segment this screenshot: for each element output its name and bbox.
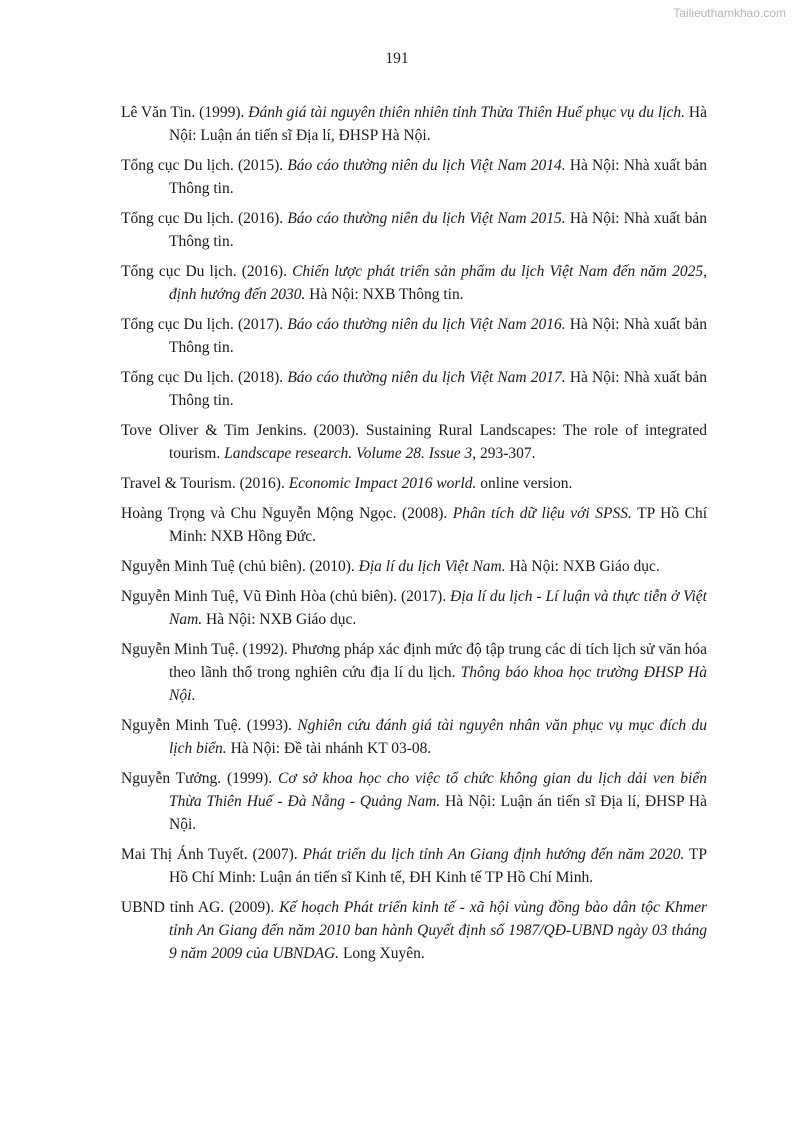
reference-publisher: Hà Nội: Đề tài nhánh KT 03-08. [226, 740, 432, 757]
reference-item [121, 714, 707, 760]
reference-publisher: online version. [476, 475, 573, 492]
reference-title: Địa lí du lịch - Lí luận và thực tiễn ở Việt Nam. [169, 588, 707, 628]
reference-authors: Nguyễn Tưởng. (1999). [121, 770, 279, 787]
reference-item [121, 502, 707, 548]
reference-publisher: Hà Nội: Nhà xuất bản Thông tin. [169, 157, 707, 197]
reference-list [121, 101, 707, 972]
reference-authors: Nguyễn Minh Tuệ (chủ biên). (2010). [121, 558, 359, 575]
reference-item [121, 260, 707, 306]
reference-item [121, 313, 707, 359]
reference-title: Thông báo khoa học trường ĐHSP Hà Nội [169, 664, 707, 704]
reference-item [121, 555, 707, 578]
reference-authors: Nguyễn Minh Tuệ, Vũ Đình Hòa (chủ biên). (2017). [121, 588, 451, 605]
reference-authors: Tổng cục Du lịch. (2018). [121, 369, 288, 386]
reference-title: Địa lí du lịch Việt Nam. [358, 558, 506, 575]
reference-authors: UBND tỉnh AG. (2009). [121, 899, 280, 916]
reference-publisher: Hà Nội: NXB Giáo dục. [202, 611, 357, 628]
reference-authors: Nguyễn Minh Tuệ. (1992). Phương pháp xác định mức độ tập trung các di tích lịch sử văn hóa theo lãnh thổ trong nghiên cứu địa lí du lịch. [121, 641, 707, 681]
reference-title: Báo cáo thường niên du lịch Việt Nam 2017. [287, 369, 566, 386]
reference-publisher: . [191, 687, 196, 704]
reference-title: Chiến lược phát triển sản phẩm du lịch Việt Nam đến năm 2025, định hướng đến 2030. [169, 263, 707, 303]
reference-authors: Travel & Tourism. (2016). [121, 475, 289, 492]
reference-publisher: Long Xuyên. [339, 945, 425, 962]
reference-title: Phát triển du lịch tỉnh An Giang định hướng đến năm 2020. [302, 846, 685, 863]
reference-publisher: Hà Nội: Nhà xuất bản Thông tin. [169, 210, 707, 250]
reference-item [121, 896, 707, 965]
reference-item [121, 101, 707, 147]
reference-publisher: Hà Nội: Luận án tiến sĩ Địa lí, ĐHSP Hà Nội. [169, 104, 707, 144]
reference-publisher: , 293-307. [472, 445, 536, 462]
reference-title: Báo cáo thường niên du lịch Việt Nam 2015. [287, 210, 566, 227]
reference-publisher: Hà Nội: Nhà xuất bản Thông tin. [169, 369, 707, 409]
reference-title: Economic Impact 2016 world. [288, 475, 477, 492]
reference-authors: Nguyễn Minh Tuệ. (1993). [121, 717, 298, 734]
reference-title: Đánh giá tài nguyên thiên nhiên tỉnh Thừa Thiên Huế phục vụ du lịch. [248, 104, 686, 121]
reference-authors: Hoàng Trọng và Chu Nguyễn Mộng Ngọc. (2008). [121, 505, 453, 522]
page-number: 191 [385, 50, 409, 67]
reference-item [121, 638, 707, 707]
reference-authors: Tổng cục Du lịch. (2015). [121, 157, 288, 174]
reference-publisher: TP Hồ Chí Minh: Luận án tiến sĩ Kinh tế, ĐH Kinh tế TP Hồ Chí Minh. [169, 846, 707, 886]
reference-item [121, 472, 707, 495]
reference-item [121, 154, 707, 200]
reference-item [121, 767, 707, 836]
reference-publisher: Hà Nội: NXB Giáo dục. [505, 558, 660, 575]
reference-publisher: Hà Nội: Luận án tiến sĩ Địa lí, ĐHSP Hà Nội. [169, 793, 707, 833]
reference-publisher: TP Hồ Chí Minh: NXB Hồng Đức. [169, 505, 707, 545]
reference-item [121, 843, 707, 889]
reference-publisher: Hà Nội: NXB Thông tin. [305, 286, 464, 303]
reference-title: Phân tích dữ liệu với SPSS. [452, 505, 632, 522]
reference-item [121, 419, 707, 465]
reference-authors: Lê Văn Tin. (1999). [121, 104, 249, 121]
reference-authors: Tổng cục Du lịch. (2016). [121, 263, 293, 280]
reference-item [121, 366, 707, 412]
watermark: Tailieuthamkhao.com [673, 6, 786, 20]
reference-authors: Tổng cục Du lịch. (2017). [121, 316, 288, 333]
reference-authors: Tổng cục Du lịch. (2016). [121, 210, 288, 227]
reference-title: Nghiên cứu đánh giá tài nguyên nhân văn phục vụ mục đích du lịch biển. [169, 717, 708, 757]
reference-authors: Mai Thị Ánh Tuyết. (2007). [121, 846, 303, 863]
reference-title: Landscape research. Volume 28. Issue 3 [224, 445, 473, 462]
reference-title: Báo cáo thường niên du lịch Việt Nam 2016. [287, 316, 566, 333]
reference-item [121, 207, 707, 253]
reference-title: Báo cáo thường niên du lịch Việt Nam 2014. [287, 157, 566, 174]
reference-publisher: Hà Nội: Nhà xuất bản Thông tin. [169, 316, 707, 356]
reference-title: Cơ sở khoa học cho việc tổ chức không gian du lịch dải ven biển Thừa Thiên Huế - Đà Nẵng - Quảng Nam. [169, 770, 707, 810]
reference-authors: Tove Oliver & Tim Jenkins. (2003). Sustaining Rural Landscapes: The role of integrated tourism. [121, 422, 707, 462]
reference-item [121, 585, 707, 631]
reference-title: Kế hoạch Phát triển kinh tế - xã hội vùng đồng bào dân tộc Khmer tỉnh An Giang đến năm 2010 ban hành Quyết định số 1987/QĐ-UBND ngày 03 tháng 9 năm 2009 của UBNDAG. [169, 899, 707, 962]
